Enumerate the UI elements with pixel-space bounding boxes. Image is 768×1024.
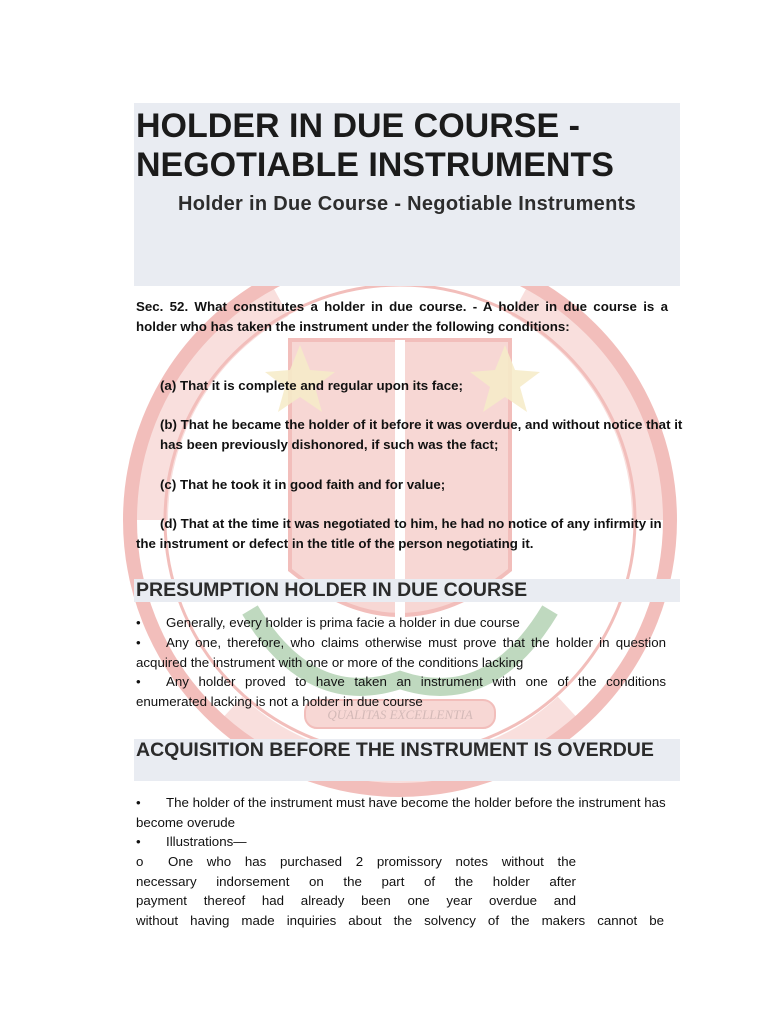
sec52-condition-c: (c) That he took it in good faith and for value; (160, 477, 446, 492)
acquisition-heading: ACQUISITION BEFORE THE INSTRUMENT IS OVERDUE (134, 739, 680, 781)
bullet-icon: • (136, 635, 141, 650)
illustration-text-cont (136, 911, 664, 931)
illustration-text (136, 852, 576, 911)
sec52-condition-b: (b) That he became the holder of it before it was overdue, and without notice that it has been previously dishonored, if such was the fact; (160, 417, 683, 452)
sec52-condition-d: (d) That at the time it was negotiated to him, he had no notice of any infirmity in the instrument or defect in the title of the person negotiating it. (136, 516, 662, 551)
sec52-condition-a: (a) That it is complete and regular upon its face; (160, 378, 463, 393)
list-item: • Generally, every holder is prima facie a holder in due course (136, 613, 666, 633)
bullet-icon: • (136, 795, 141, 810)
page-subtitle: Holder in Due Course - Negotiable Instruments (177, 193, 636, 215)
bullet-icon: • (136, 615, 141, 630)
illustration-line: o One who has purchased 2 promissory notes without the (136, 852, 576, 872)
illustration-line: payment thereof had already been one year overdue and (136, 893, 576, 909)
list-item: • Any holder proved to have taken an instrument with one of the conditions enumerated lacking is not a holder in due course (136, 674, 666, 709)
list-item: • Illustrations— (136, 832, 666, 852)
list-item: • Any one, therefore, who claims otherwise must prove that the holder in question acquired the instrument with one or more of the conditions lacking (136, 635, 666, 670)
seal-motto: QUALITAS EXCELLENTIA (327, 707, 473, 722)
page-title: HOLDER IN DUE COURSE - NEGOTIABLE INSTRUMENTS (136, 107, 614, 184)
bullet-icon: • (136, 834, 141, 849)
list-item: • The holder of the instrument must have become the holder before the instrument has become overude (136, 795, 666, 830)
illustration-line: without having made inquiries about the solvency of the makers cannot be (136, 913, 664, 928)
sec52-intro: Sec. 52. What constitutes a holder in due course. - A holder in due course is a holder who has taken the instrument under the following conditions: (136, 299, 668, 334)
bullet-icon: • (136, 674, 141, 689)
presumption-heading: PRESUMPTION HOLDER IN DUE COURSE (134, 579, 680, 602)
title-block (134, 103, 680, 286)
sub-bullet-icon: o (136, 854, 144, 869)
illustration-line: necessary indorsement on the part of the holder after (136, 873, 576, 889)
